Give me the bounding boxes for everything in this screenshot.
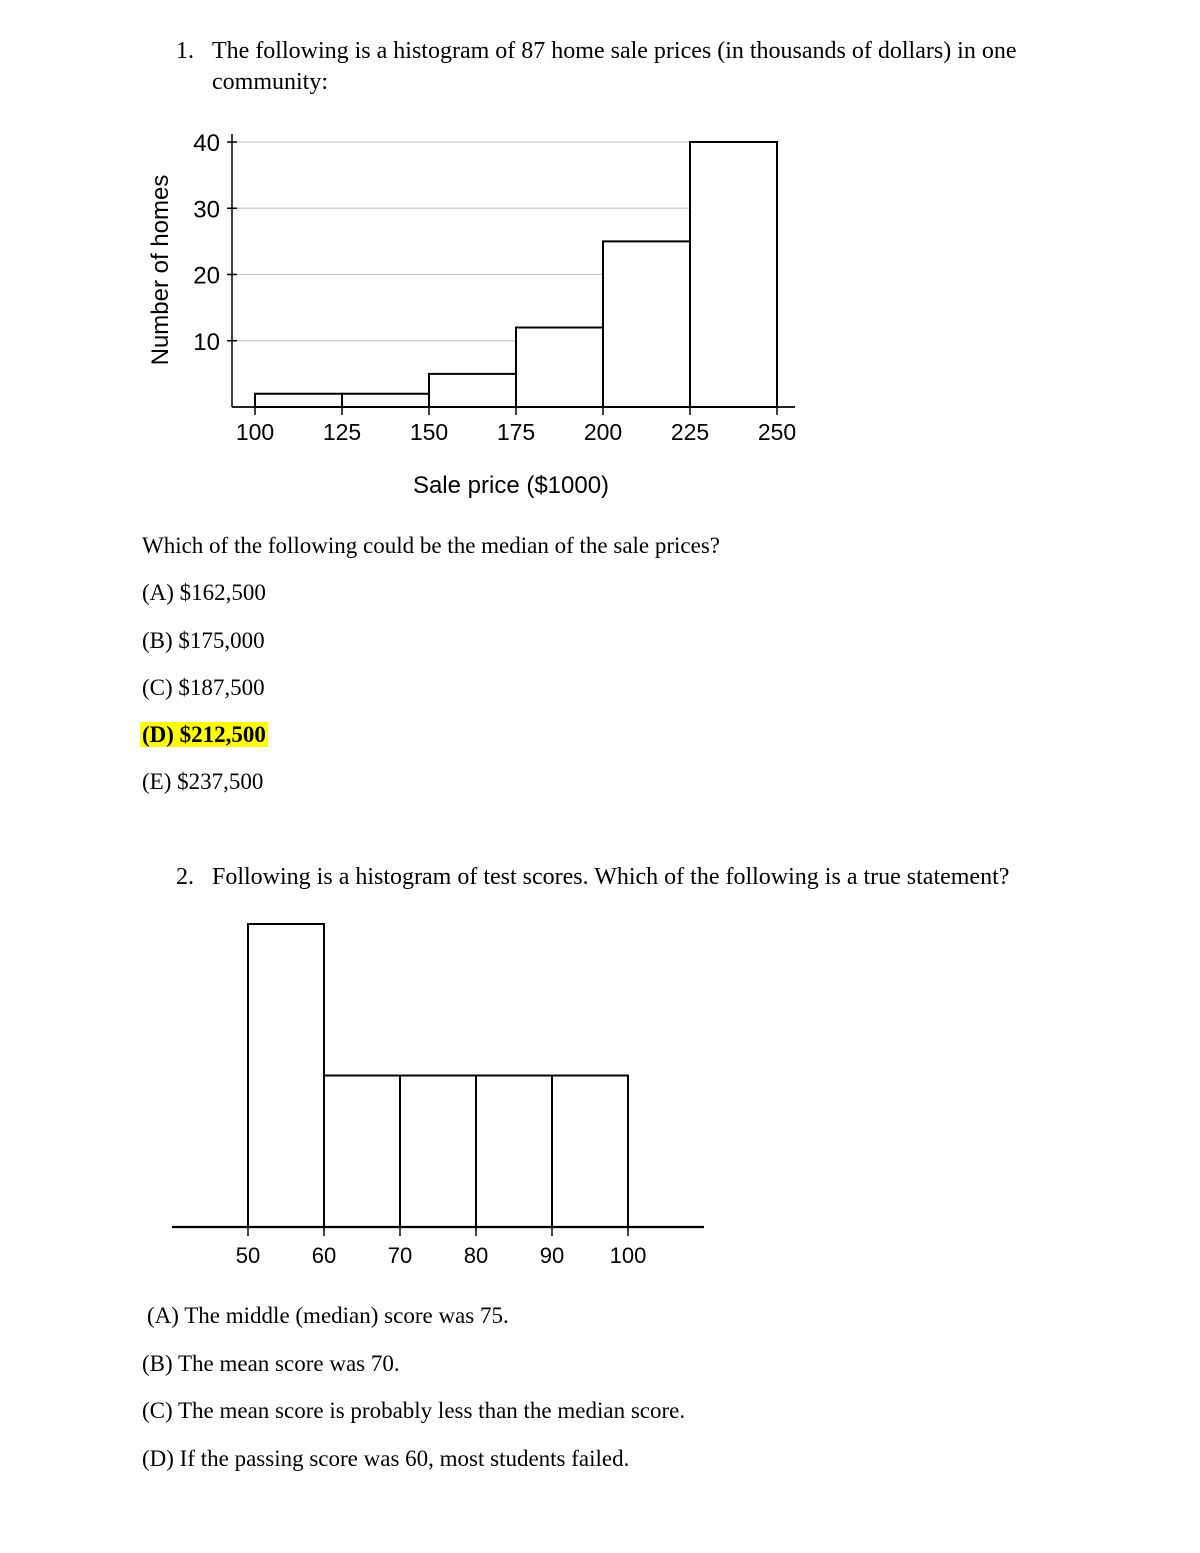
q1-option-e-label: (E) $237,500 xyxy=(142,769,264,794)
q1-option-d-label-highlighted: (D) $212,500 xyxy=(142,722,266,747)
q2-option-a-label: (A) The middle (median) score was 75. xyxy=(147,1303,509,1328)
x-tick-label-80: 80 xyxy=(463,1243,489,1268)
q1-option-b-label: (B) $175,000 xyxy=(142,628,265,653)
bar-100-125 xyxy=(255,394,342,407)
q2-option-b-label: (B) The mean score was 70. xyxy=(142,1351,400,1376)
q2-option-c-label: (C) The mean score is probably less than the median score. xyxy=(142,1398,686,1423)
q1-question: Which of the following could be the median of the sale prices? xyxy=(142,533,720,558)
q2-option-d-label: (D) If the passing score was 60, most students failed. xyxy=(142,1446,630,1471)
q2-number: 2. xyxy=(176,864,194,890)
q2-option-b[interactable] xyxy=(142,1350,400,1378)
bar-200-225 xyxy=(603,241,690,407)
y-tick-label-40: 40 xyxy=(193,130,220,157)
bar-175-200 xyxy=(516,328,603,408)
x-tick-label-125: 125 xyxy=(322,419,362,445)
q1-option-b[interactable] xyxy=(142,627,265,655)
x-tick-label-200: 200 xyxy=(583,419,623,445)
bar-150-175 xyxy=(429,374,516,407)
bar-80-90 xyxy=(476,1076,552,1228)
q2-text: Following is a histogram of test scores. Which of the following is a true statement? xyxy=(212,864,1010,890)
q1-option-a[interactable] xyxy=(142,579,266,607)
bar-90-100 xyxy=(552,1076,628,1228)
bar-50-60 xyxy=(248,924,324,1227)
q2-option-a[interactable] xyxy=(147,1302,509,1330)
y-tick-label-30: 30 xyxy=(193,196,220,224)
q1-number: 1. xyxy=(176,38,194,64)
bar-70-80 xyxy=(400,1076,476,1228)
x-tick-label-175: 175 xyxy=(496,419,536,445)
bar-225-250 xyxy=(690,142,777,407)
x-tick-label-150: 150 xyxy=(409,419,449,445)
q1-option-c[interactable] xyxy=(142,674,265,702)
q1-option-d[interactable] xyxy=(142,721,268,749)
x-tick-label-100: 100 xyxy=(609,1243,647,1268)
q2-option-c[interactable] xyxy=(142,1397,685,1425)
y-axis-label: Number of homes xyxy=(147,174,174,366)
y-tick-label-20: 20 xyxy=(193,262,220,290)
x-tick-label-90: 90 xyxy=(539,1243,565,1268)
x-tick-label-100: 100 xyxy=(235,419,275,445)
x-axis-label: Sale price ($1000) xyxy=(412,472,610,499)
x-tick-label-60: 60 xyxy=(311,1243,337,1268)
x-tick-label-250: 250 xyxy=(757,419,797,445)
q2-option-d[interactable] xyxy=(142,1445,629,1473)
q1-option-a-label: (A) $162,500 xyxy=(142,580,266,605)
x-tick-label-225: 225 xyxy=(670,419,710,445)
x-tick-label-50: 50 xyxy=(235,1243,261,1268)
q1-option-c-label: (C) $187,500 xyxy=(142,675,265,700)
q1-option-e[interactable] xyxy=(142,768,263,796)
bar-125-150 xyxy=(342,394,429,407)
histogram-test-scores xyxy=(0,900,760,1280)
x-tick-label-70: 70 xyxy=(387,1243,413,1268)
bar-60-70 xyxy=(324,1076,400,1228)
q1-text-line1: The following is a histogram of 87 home sale prices (in thousands of dollars) in one xyxy=(212,38,1017,64)
q1-text-line2: community: xyxy=(212,69,328,95)
histogram-home-prices xyxy=(0,110,820,510)
y-tick-label-10: 10 xyxy=(193,328,220,356)
